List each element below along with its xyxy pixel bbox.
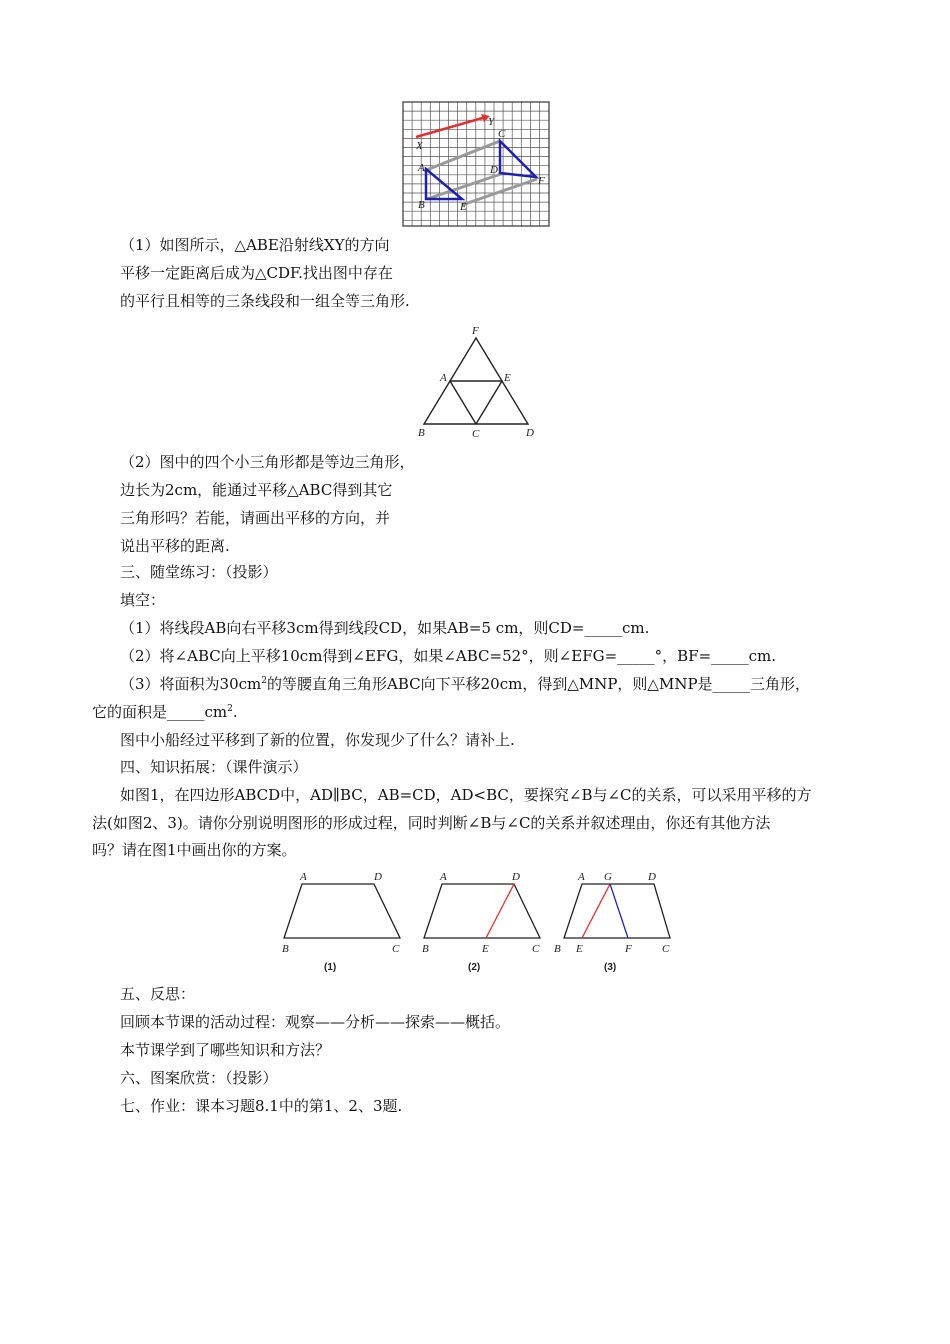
- t1-label-a: A: [300, 871, 307, 883]
- trapezoid-figures: [270, 868, 690, 976]
- t1-label-c: C: [392, 943, 400, 955]
- label-x: X: [416, 140, 423, 152]
- section-5-heading: 五、反思：: [120, 985, 196, 1003]
- trapezoid-1: [284, 884, 400, 938]
- t3-label-e: E: [576, 943, 583, 955]
- grid-translation-figure: [402, 101, 550, 227]
- section-5-line-2: 本节课学到了哪些知识和方法？: [120, 1041, 331, 1059]
- t3-label-d: D: [648, 871, 656, 883]
- label-a: A: [418, 162, 425, 174]
- section-4-heading: 四、知识拓展：（课件演示）: [120, 758, 308, 776]
- label-e: E: [504, 372, 511, 384]
- exercise-3-text-b: 的等腰直角三角形ABC向下平移20cm，得到△MNP，则△MNP是_____三角形，: [267, 675, 811, 693]
- section-3-fill-label: 填空：: [120, 591, 166, 609]
- section-4-line-1: 如图1，在四边形ABCD中，AD∥BC，AB=CD，AD<BC，要探究∠B与∠C的关系，可以采用平移的方: [120, 786, 812, 804]
- caption-1: (1): [324, 962, 337, 973]
- t3-label-g: G: [604, 871, 612, 883]
- t1-label-d: D: [374, 871, 382, 883]
- exercise-3-line-1: [120, 674, 810, 694]
- red-segment-de: [486, 884, 514, 938]
- superscript-2: 2: [227, 704, 233, 714]
- problem-2-line-4: 说出平移的距离.: [120, 537, 230, 555]
- caption-2: (2): [468, 962, 481, 973]
- segment-ac: [450, 381, 476, 424]
- exercise-2: （2）将∠ABC向上平移10cm得到∠EFG，如果∠ABC=52°，则∠EFG=_____°，BF=_____cm.: [120, 647, 777, 665]
- problem-2-line-2: 边长为2cm，能通过平移△ABC得到其它: [120, 481, 393, 499]
- t2-label-a: A: [440, 871, 447, 883]
- label-y: Y: [488, 116, 495, 128]
- section-6-heading: 六、图案欣赏：（投影）: [120, 1069, 278, 1087]
- label-d: D: [490, 164, 498, 176]
- exercise-3-text-a: （3）将面积为30cm: [120, 675, 262, 693]
- label-b: B: [418, 199, 425, 211]
- boat-exercise: 图中小船经过平移到了新的位置，你发现少了什么？请补上.: [120, 731, 515, 749]
- t3-label-f: F: [625, 943, 632, 955]
- problem-2-line-3: 三角形吗？若能，请画出平移的方向，并: [120, 509, 391, 527]
- t2-label-d: D: [512, 871, 520, 883]
- label-f: F: [538, 175, 545, 187]
- problem-1-line-2: 平移一定距离后成为△CDF.找出图中存在: [120, 264, 393, 282]
- t3-label-a: A: [578, 871, 585, 883]
- label-b: B: [418, 427, 425, 439]
- red-segment-ge: [582, 884, 610, 938]
- exercise-3-text-d: .: [232, 703, 238, 721]
- exercise-3-text-c: 它的面积是_____cm: [92, 703, 228, 721]
- section-4-line-2: 法(如图2、3)。请你分别说明图形的形成过程，同时判断∠B与∠C的关系并叙述理由，你还有其他方法: [92, 814, 771, 832]
- problem-1-line-3: 的平行且相等的三条线段和一组全等三角形.: [120, 292, 410, 310]
- problem-1-line-1: （1）如图所示，△ABE沿射线XY的方向: [120, 236, 390, 254]
- label-e: E: [460, 201, 467, 213]
- superscript-2: 2: [261, 676, 267, 686]
- t2-label-b: B: [422, 943, 429, 955]
- blue-segment-gf: [610, 884, 628, 938]
- label-c: C: [498, 128, 506, 140]
- exercise-1: （1）将线段AB向右平移3cm得到线段CD，如果AB=5 cm，则CD=_____cm.: [120, 619, 650, 637]
- label-d: D: [526, 427, 534, 439]
- segment-ec: [476, 381, 502, 424]
- label-a: A: [440, 372, 447, 384]
- label-c: C: [472, 428, 480, 440]
- section-4-line-3: 吗？请在图1中画出你的方案。: [92, 841, 297, 859]
- t2-label-e: E: [482, 943, 489, 955]
- t3-label-b: B: [554, 943, 561, 955]
- caption-3: (3): [604, 962, 617, 973]
- problem-2-line-1: （2）图中的四个小三角形都是等边三角形，: [120, 453, 415, 471]
- equilateral-triangles-figure: [412, 324, 542, 442]
- label-f: F: [472, 325, 479, 337]
- section-5-line-1: 回顾本节课的活动过程：观察——分析——探索——概括。: [120, 1013, 511, 1031]
- t3-label-c: C: [662, 943, 670, 955]
- trapezoid-2: [424, 884, 540, 938]
- section-3-heading: 三、随堂练习：（投影）: [120, 563, 278, 581]
- connector-a-c: [424, 141, 500, 171]
- exercise-3-line-2: [92, 702, 238, 722]
- section-7-heading: 七、作业：课本习题8.1中的第1、2、3题.: [120, 1097, 403, 1115]
- t2-label-c: C: [532, 943, 540, 955]
- t1-label-b: B: [282, 943, 289, 955]
- trapezoid-3: [564, 884, 670, 938]
